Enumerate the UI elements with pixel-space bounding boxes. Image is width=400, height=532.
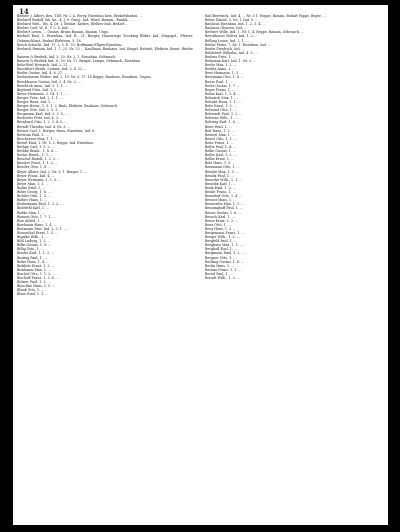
directory-entry: Beere Hermann, 3. 14. 1. 7. ...: [17, 91, 68, 96]
directory-entry: Bierbaum Hans, 1. 4. ...: [17, 222, 57, 227]
directory-entry: Beyer Albert, Ind. 2. Nr. 5, 1. Berger, 1. ...: [17, 169, 88, 174]
directory-entry: Bihl Ludwig, 1. 2. ...: [17, 239, 51, 244]
directory-entry: Bebbetert Wilhelm, Ind. 4. 5. ...: [205, 50, 258, 55]
directory-entry: Beebee J. Albert, Bes. T.IH. Nr. 2 A. Ferey, Eisenbau hers, Bedarfsbuden, ...: [17, 14, 143, 18]
directory-entry: Bernau Franz, 1. 1. ...: [205, 267, 242, 272]
directory-entry: Beinert Max, 1. ...: [205, 132, 236, 137]
directory-entry: Beil Hans, 1. 2. ...: [205, 128, 235, 133]
directory-entry: Bensch Karl, 1. ...: [205, 214, 235, 219]
directory-entry: Birke Hans, 1. 4. ...: [17, 259, 50, 264]
directory-entry: Behrs Daniel, 2. Nr. 1. Ind. 5. ...: [205, 18, 259, 23]
directory-entry: Berghoff Karl, 1. ...: [205, 247, 238, 252]
directory-entry: Bergner Otto, 1. ...: [205, 255, 237, 260]
directory-entry: Bier Alfred, 1. ...: [17, 218, 45, 223]
directory-entry: Beebe Friedrich, Ind. ...: [205, 46, 245, 51]
directory-entry: Biedermann Paul, 1. 2. 2. ...: [17, 202, 64, 207]
directory-entry: Berger Wilh., 1. 5. ...: [205, 235, 240, 240]
directory-entry: Biesenthal Ernst, 1. 5. ...: [17, 230, 59, 235]
directory-entry: Beebert Wille, Ind. 1. Nr. 1. 4. Reppe, Bauam, Gebrauch, ...: [205, 30, 305, 35]
directory-entry: Bielefeld Karl, 1. ...: [17, 206, 50, 211]
directory-entry: Bauhaus Eisenbau, Ind. 1. 2. 3. 4. ...: [205, 22, 266, 27]
directory-entry: Beller Karl, 1. 2. ...: [205, 153, 237, 158]
directory-entry: Beebard Weil., Dis. 4. Dr. 1. Bedarf. Kiebes, Elektro-Imb. Bedarf ...: [17, 22, 129, 27]
directory-entry: Berg Hans, 1. 3. ...: [205, 226, 237, 231]
directory-entry: Behnke Hans, 1. 1. ...: [205, 99, 241, 104]
directory-entry: Benz Otto, 1. ...: [205, 222, 232, 227]
directory-entry: Benno Gustav, 1. 6. ...: [205, 210, 242, 215]
directory-entry: Beebert Lesen, ... Gustav. Brans Bauam, Bauam. Ungs.: [17, 30, 109, 35]
directory-entry: Beuchel Rudolf, 1. 2. 3. ...: [17, 157, 61, 162]
directory-entry: Bialas Emil, 1. ...: [17, 185, 46, 190]
directory-entry: Benninghoff Paul, 1. ...: [205, 206, 244, 211]
directory-entry: Bernhard Otto, 1. 2. 3. 4. 5. ...: [17, 120, 68, 125]
directory-entry: Beermann Otto, 1. 5. ...: [205, 75, 245, 80]
directory-entry: Behr-Beel Heinrich, Ind. 2. 21. ...: [17, 63, 73, 68]
directory-entry: Bertram Paul, 1. ...: [17, 132, 49, 137]
directory-entry: Berlowitz Fritz, Ind. 4. 3. ...: [17, 116, 64, 121]
directory-entry: Beebard Rudolf, fsh. ke., 4. J. 8. Gneg., Ind. Weed. Bauam., Bantik, ...: [17, 18, 133, 23]
directory-entry: Birkholz Ernst, 1. 2. ...: [17, 263, 55, 268]
directory-entry: Benecke Wilh., 1. 1. ...: [205, 177, 243, 182]
directory-entry: Bedmann Karl, Ind. 1. Nr. 3. ...: [205, 59, 257, 64]
page-number: 14: [19, 7, 29, 16]
directory-entry: Bauern & Beebek, Ind. 3. 20. Nr. 2, 1. Eisenbau, Gebrauch.: [17, 54, 117, 59]
directory-entry: Behnisch Max, 1. ...: [205, 95, 239, 100]
directory-entry: Behrendt Paul, 1. 2. ...: [205, 112, 243, 117]
directory-entry: Beehr Max, 1. 2. ...: [205, 63, 237, 68]
directory-entry: Behr Ernst, 1. 3. ...: [205, 104, 237, 109]
directory-entry: Beebell Beal, 1. Eisenbau, Ind. R., 21. Berger, Hanswerge Trocking Elektr. Ind. Eingegel., Pfarrer, Gebrauchhart, Bedarf Elektrom, 5. 18.: [17, 34, 193, 43]
directory-entry: Billig Otto, 1. ...: [17, 247, 44, 252]
directory-entry: Beisel Otto, 1. 1. ...: [205, 136, 238, 141]
directory-entry: Beebeck Feminn, hel. 1. 7. 23. Nr. 23 ... Kaufhaus, Bauhaus, Ind. Ringel, Betrieb, Elektrin, Braut, Rinder ...: [17, 46, 193, 55]
directory-entry: Bergmann Karl, Ind. 2. 3. 5. ...: [17, 112, 68, 117]
directory-entry: Bephard Fritz, Ind. 3. 2. ...: [17, 87, 62, 92]
directory-entry: Bedeus Fritz, 1. ...: [205, 54, 236, 59]
directory-entry: Berking Gustav, 1. 4. ...: [205, 259, 245, 264]
directory-entry: Beeckhause Gustav, Ind. 3. 4. Nr. 2, ...: [17, 79, 81, 84]
directory-entry: Binting Paul, 1. ...: [17, 255, 47, 260]
directory-entry: Ball Beerbeck, Ind. 4. ... Nr. 5 1. Reppe, Bauam, Bedarf Pappe, Beger, ...: [205, 14, 326, 18]
directory-entry: Beebenbaum Wolter, Ind. 2. 19. Nr. 5, 17. 18 Reppe, Bauhaus, Eisenbau, Ungen.: [17, 75, 152, 80]
directory-entry: Biermann Paul, Ind. 2. 3. 1. ...: [17, 226, 68, 231]
directory-entry: Binder Karl, 1. 1. 3. ...: [17, 251, 55, 256]
directory-entry: Blase Emil, 1. 1. ...: [17, 292, 49, 297]
directory-entry: Behrens Wilh., 1. ...: [205, 116, 238, 121]
directory-entry: Berndt Wilh., 1. 3. ...: [205, 276, 240, 280]
directory-entry: Berndt Theodor, Ind. 4. Nr. 3. ...: [17, 124, 71, 129]
directory-entry: Beier Emil, 1. ...: [205, 124, 233, 129]
directory-entry: Bischof Otto, 1. 1. 2. ...: [17, 271, 56, 276]
directory-entry: Berger Hans, Ind. 1. ...: [17, 99, 56, 104]
directory-entry: Berch Schacht, Ind. 17. 2, 5. E. 70. Hoffmann-Ellgen-Eisenbau.: [17, 42, 123, 47]
directory-entry: Bauhaus Glonzen, Ind. ...: [205, 26, 247, 31]
directory-entry: Beutler Otto, 1. 8. ...: [17, 165, 52, 170]
directory-entry: Beese Paul, 1. ...: [205, 79, 233, 84]
directory-entry: Bettac Reinh., 1. 1. ...: [17, 153, 54, 158]
directory-entry: Beeckhause Wolter, Ind. 1. 2. ...: [205, 34, 259, 39]
directory-entry: Bergfeld Paul, 1. ...: [205, 239, 238, 244]
directory-entry: Bernd Paul, 1. ...: [205, 271, 233, 276]
directory-entry: Bieber Hans, 1. ...: [17, 198, 48, 203]
directory-entry: Bichler Otto, 1. 3. ...: [17, 194, 52, 199]
directory-entry: Bielke Max, 1. ...: [17, 210, 46, 215]
directory-entry: Blank Otto, 1. ...: [17, 288, 45, 293]
directory-entry: Beger Franz, 1. ...: [205, 87, 236, 92]
directory-entry: Bentz Ernst, 1. 2. ...: [205, 218, 239, 223]
directory-entry: Bestel Emil, 1. Nr. 5, 2. Reppe, Ind. Eisenbau.: [17, 140, 94, 145]
directory-entry: Benndorf Otto, 1. 4. ...: [205, 194, 243, 199]
directory-entry: Bellin Ernst, 1. ...: [205, 157, 235, 162]
directory-entry: Berner Carl, 1. Berger, Haus, Eisenbau, Ind. 6.: [17, 128, 96, 133]
directory-entry: Bienert Otto, 1. 7. 1. ...: [17, 214, 56, 219]
directory-entry: Beschorner Max, 1. 1. ...: [17, 136, 59, 141]
directory-entry: Bethge Carl, 1. 5. 2. ...: [17, 145, 55, 149]
directory-entry: Biber Georg, 1. 6. ...: [17, 190, 52, 195]
directory-entry: Bennewitz Max, 1. 1. ...: [205, 202, 245, 207]
directory-entry: Bauern & Beebek Ind., 6. 20. Nr. 17. Berger, Lampe, Gebrauch, Eisenbau: [17, 59, 140, 64]
directory-entry: Beelitz Anna, 1. ...: [205, 67, 236, 72]
directory-entry: Bender Max, 1. 3. ...: [205, 169, 240, 174]
directory-entry: Beeber Carl, W., E. T. 2. S. Ind. ...: [17, 26, 73, 31]
directory-entry: Belke Gustav, 1. ...: [205, 149, 237, 154]
directory-entry: Beyer Franz, Ind. 4. ...: [17, 173, 55, 178]
directory-entry: Benedix Karl, 1. ...: [205, 181, 237, 186]
directory-entry: Beebe Gustav, Ind. 4. 6. 27. ...: [17, 71, 68, 76]
directory-entry: Berger Otto, Ind. 2. 5. 1. ...: [17, 108, 63, 113]
directory-entry: Bergemann Franz, 1. ...: [205, 230, 245, 235]
directory-entry: Berlin Hans, 1. ...: [205, 263, 235, 268]
directory-entry: Berger Fritz, Ind. 2. 1. 1. ...: [17, 95, 64, 100]
directory-entry: Beyer Hermann, 1. 1. 5. ...: [17, 177, 62, 182]
directory-entry: Benk Emil, 1. 2. ...: [205, 185, 236, 190]
directory-entry: Bergmann Emil, 1. 2. ...: [205, 251, 245, 256]
directory-entry: Beetz Gustav, 1. 7. ...: [205, 83, 241, 88]
directory-entry: Beer Hermann, 1. 3. ...: [205, 71, 244, 76]
directory-entry: Beyer Max, 1. 3. ...: [17, 181, 49, 186]
directory-entry: Beuster Ernst, 1. 1. 2. ...: [17, 161, 59, 166]
directory-entry: Benner Hans, 1. ...: [205, 198, 237, 203]
directory-entry: Behrend Otto, 1. ...: [205, 108, 238, 113]
directory-entry: Beerbeck Anna, Ind. 5. 1. 1. ...: [17, 83, 68, 88]
directory-entry: Blaschke Hans, 1. 5. ...: [17, 284, 56, 289]
right-column: [205, 14, 381, 280]
directory-entry: Belz Hans, 1. 5. ...: [205, 161, 236, 166]
directory-entry: Belitz Paul, 1. 4. ...: [205, 145, 237, 149]
directory-entry: Bittner Paul, 1. 3. ...: [17, 280, 51, 285]
directory-entry: Beitz Franz, 1. ...: [205, 140, 234, 145]
directory-entry: Bethke Reinh., 1. 8. 6. ...: [17, 149, 59, 154]
directory-entry: Bischoff Franz, 1. 3. 6. ...: [17, 276, 60, 280]
directory-entry: Bigalke Wilh., 1. ...: [17, 235, 49, 240]
directory-entry: Benke Franz, 1. ...: [205, 190, 236, 195]
directory-entry: Behm Karl, 1. 2. 4. ...: [205, 91, 241, 96]
directory-entry: Belling Lesen, Ind. 2. 1. ...: [205, 38, 249, 43]
directory-entry: Bilke Gustav, 1. 9. ...: [17, 243, 52, 248]
directory-entry: Berger Heinr., 1. 5. 1. 2. Rinb, Elektrin, Bauhaus, Gebrauch.: [17, 104, 119, 109]
left-column: [17, 14, 193, 296]
directory-entry: Beeckhert Beesh, Lemme, Ind. 3. 4. 22 ...: [17, 67, 87, 72]
directory-page: [13, 5, 388, 525]
directory-entry: Bendix Paul, 1. ...: [205, 173, 235, 178]
directory-entry: Bebbe Ferns, 7. Nr. 1. Eisenbau, Ind. ...: [205, 42, 272, 47]
directory-entry: Behring Karl, 1. 6. ...: [205, 120, 241, 125]
directory-entry: Bemmann Otto, 1. ...: [205, 165, 240, 170]
directory-entry: Birnbaum Max, 1. ...: [17, 267, 52, 272]
directory-entry: Berghaus Max, 1. 1. ...: [205, 243, 243, 248]
